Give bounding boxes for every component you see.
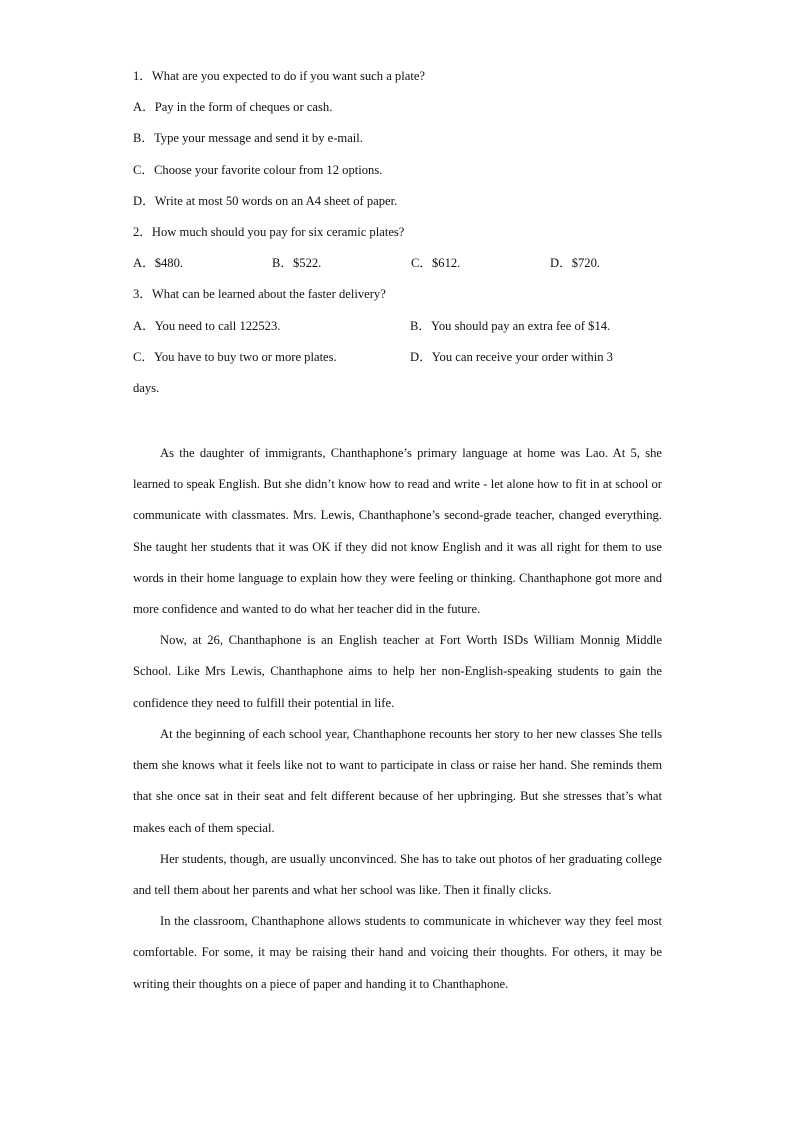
option-a: A．$480. <box>133 256 184 271</box>
option-a: A．Pay in the form of cheques or cash. <box>133 100 333 115</box>
option-b: B．Type your message and send it by e-mail. <box>133 131 363 146</box>
option-d-continuation: days. <box>133 380 160 395</box>
options-row <box>133 251 662 282</box>
option-b: B．You should pay an extra fee of $14. <box>410 318 611 333</box>
paragraph: Now, at 26, Chanthaphone is an English teacher at Fort Worth ISDs William Monnig Middle School. Like Mrs Lewis, Chanthaphone aims to help her non-English-speaking students to gain the confidence they need to fulfill their potential in life. <box>133 633 662 710</box>
option-b: B．$522. <box>272 256 322 271</box>
paragraph: In the classroom, Chanthaphone allows students to communicate in whichever way they feel most comfortable. For some, it may be raising their hand and voicing their thoughts. For others, it may be writing their thoughts on a piece of paper and handing it to Chanthaphone. <box>133 914 662 991</box>
option-c: C．You have to buy two or more plates. <box>133 349 337 364</box>
options-row <box>133 345 662 376</box>
option-d: D．You can receive your order within 3 <box>410 349 613 364</box>
paragraph: At the beginning of each school year, Chanthaphone recounts her story to her new classes She tells them she knows what it feels like not to want to participate in class or raise her hand. She reminds them that she once sat in their seat and felt different because of her upbringing. But she stresses that’s what makes each of them special. <box>133 726 662 835</box>
section-spacer <box>133 407 662 438</box>
reading-passage <box>133 438 662 1000</box>
question-stem: 3．What can be learned about the faster delivery? <box>133 287 386 302</box>
document-page <box>133 64 662 1000</box>
question-stem: 2．How much should you pay for six ceramic plates? <box>133 224 405 239</box>
option-c: C．Choose your favorite colour from 12 options. <box>133 162 383 177</box>
paragraph: Her students, though, are usually unconvinced. She has to take out photos of her graduating college and tell them about her parents and what her school was like. Then it finally clicks. <box>133 851 662 897</box>
option-c: C．$612. <box>411 256 461 271</box>
option-d: D．$720. <box>550 256 601 271</box>
option-d: D．Write at most 50 words on an A4 sheet of paper. <box>133 193 398 208</box>
question-1 <box>133 64 662 220</box>
question-2 <box>133 220 662 282</box>
question-3 <box>133 282 662 407</box>
paragraph: As the daughter of immigrants, Chanthaphone’s primary language at home was Lao. At 5, she learned to speak English. But she didn’t know how to read and write - let alone how to fit in at school or communicate with classmates. Mrs. Lewis, Chanthaphone’s second-grade teacher, changed everything. She taught her students that it was OK if they did not know English and it was all right for them to use words in their home language to explain how they were feeling or thinking. Chanthaphone got more and more confidence and wanted to do what her teacher did in the future. <box>133 446 662 617</box>
option-a: A．You need to call 122523. <box>133 318 281 333</box>
options-row <box>133 314 662 345</box>
question-stem: 1．What are you expected to do if you want such a plate? <box>133 69 425 83</box>
